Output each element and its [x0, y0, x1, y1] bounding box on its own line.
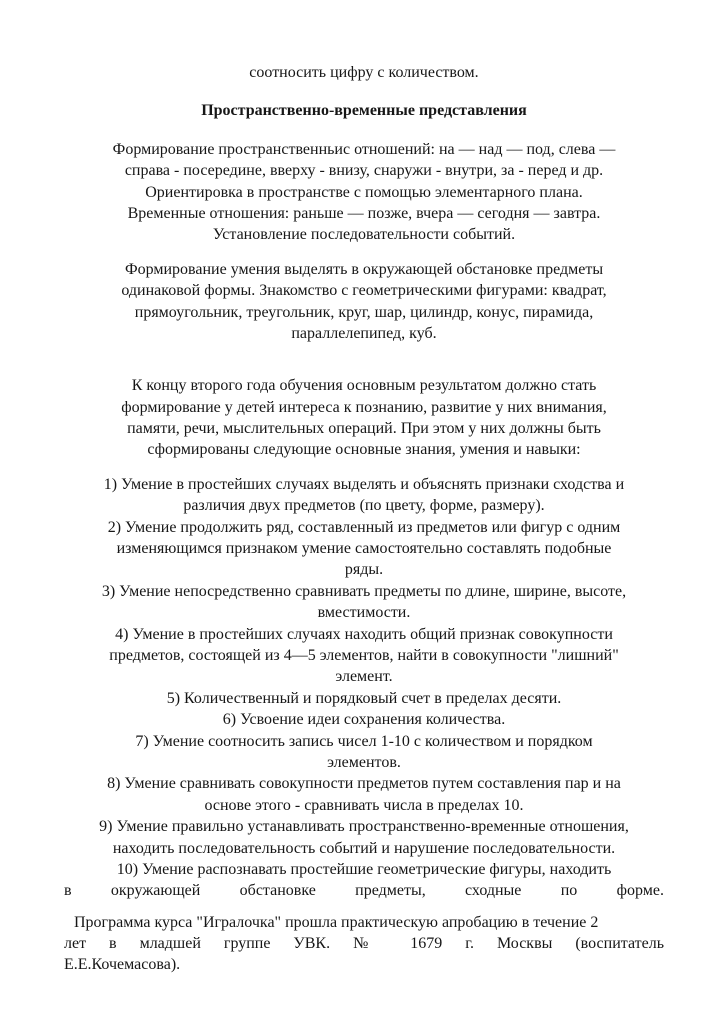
text-line: 7) Умение соотносить запись чисел 1-10 с количеством и порядком: [135, 732, 593, 750]
text-line: Установление последовательности событий.: [212, 226, 516, 244]
text-line: памяти, речи, мыслительных операций. При этом у них должны быть: [127, 420, 601, 438]
text-line: 9) Умение правильно устанавливать пространственно-временные отношения,: [99, 818, 629, 836]
text-line: формирование у детей интереса к познанию, развитие у них внимания,: [121, 398, 607, 416]
paragraph: [64, 62, 664, 83]
text-line: 6) Усвоение идеи сохранения количества.: [222, 711, 506, 729]
text-line: основе этого - сравнивать числа в пределах 10.: [204, 796, 524, 814]
text-line: Временные отношения: раньше — позже, вчера — сегодня — завтра.: [127, 204, 601, 222]
text-line: в окружающей обстановке предметы, сходные по форме.: [64, 882, 664, 900]
text-line: параллелепипед, куб.: [291, 324, 437, 342]
paragraph: [64, 912, 664, 976]
section-heading: [64, 100, 664, 121]
text-line: изменяющимся признаком умение самостоятельно составлять подобные: [116, 540, 612, 558]
text-line: 1) Умение в простейших случаях выделять и объяснять признаки сходства и: [103, 475, 625, 493]
text-line: находить последовательность событий и нарушение последовательности.: [112, 839, 616, 857]
text-line: 2) Умение продолжить ряд, составленный из предметов или фигур с одним: [107, 518, 621, 536]
text-line: элемент.: [335, 668, 393, 686]
text-line: К концу второго года обучения основным результатом должно стать: [131, 377, 597, 395]
text-line: Формирование умения выделять в окружающей обстановке предметы: [124, 260, 604, 278]
text-line: одинаковой формы. Знакомство с геометрическими фигурами: квадрат,: [121, 282, 607, 300]
text-line: предметов, состоящей из 4—5 элементов, найти в совокупности "лишний": [109, 646, 619, 664]
text-line: ряды.: [344, 561, 384, 579]
text-line: элементов.: [327, 753, 401, 771]
text-line: лет в младшей группе УВК. № 1679 г. Москвы (воспитатель: [64, 935, 664, 953]
paragraph: [64, 259, 664, 345]
text-line: различия двух предметов (по цвету, форме, размеру).: [183, 497, 545, 515]
text-line: Е.Е.Кочемасова).: [64, 956, 181, 974]
text-line: сформированы следующие основные знания, умения и навыки:: [147, 441, 581, 459]
text-line: справа - посередине, вверху - внизу, снаружи - внутри, за - перед и др.: [124, 162, 604, 180]
paragraph: [64, 375, 664, 461]
paragraph: [64, 139, 664, 246]
text-line: Программа курса "Игралочка" прошла практическую апробацию в течение 2: [74, 913, 599, 931]
text-line: вместимости.: [317, 604, 411, 622]
text-line: прямоугольник, треугольник, круг, шар, цилиндр, конус, пирамида,: [134, 303, 594, 321]
text-line: соотносить цифру с количеством.: [249, 64, 479, 81]
text-line: Формирование пространственньис отношений: на — над — под, слева —: [112, 140, 616, 158]
text-line: 3) Умение непосредственно сравнивать предметы по длине, ширине, высоте,: [101, 582, 627, 600]
text-line: 5) Количественный и порядковый счет в пределах десяти.: [166, 689, 562, 707]
text-line: Пространственно-временные представления: [201, 102, 527, 120]
paragraph: [64, 474, 664, 902]
text-line: Ориентировка в пространстве с помощью элементарного плана.: [145, 183, 583, 201]
text-line: 8) Умение сравнивать совокупности предметов путем составления пар и на: [107, 775, 621, 793]
text-line: 4) Умение в простейших случаях находить общий признак совокупности: [115, 625, 613, 643]
document-body: [64, 62, 664, 976]
text-line: 10) Умение распознавать простейшие геометрические фигуры, находить: [116, 860, 612, 878]
